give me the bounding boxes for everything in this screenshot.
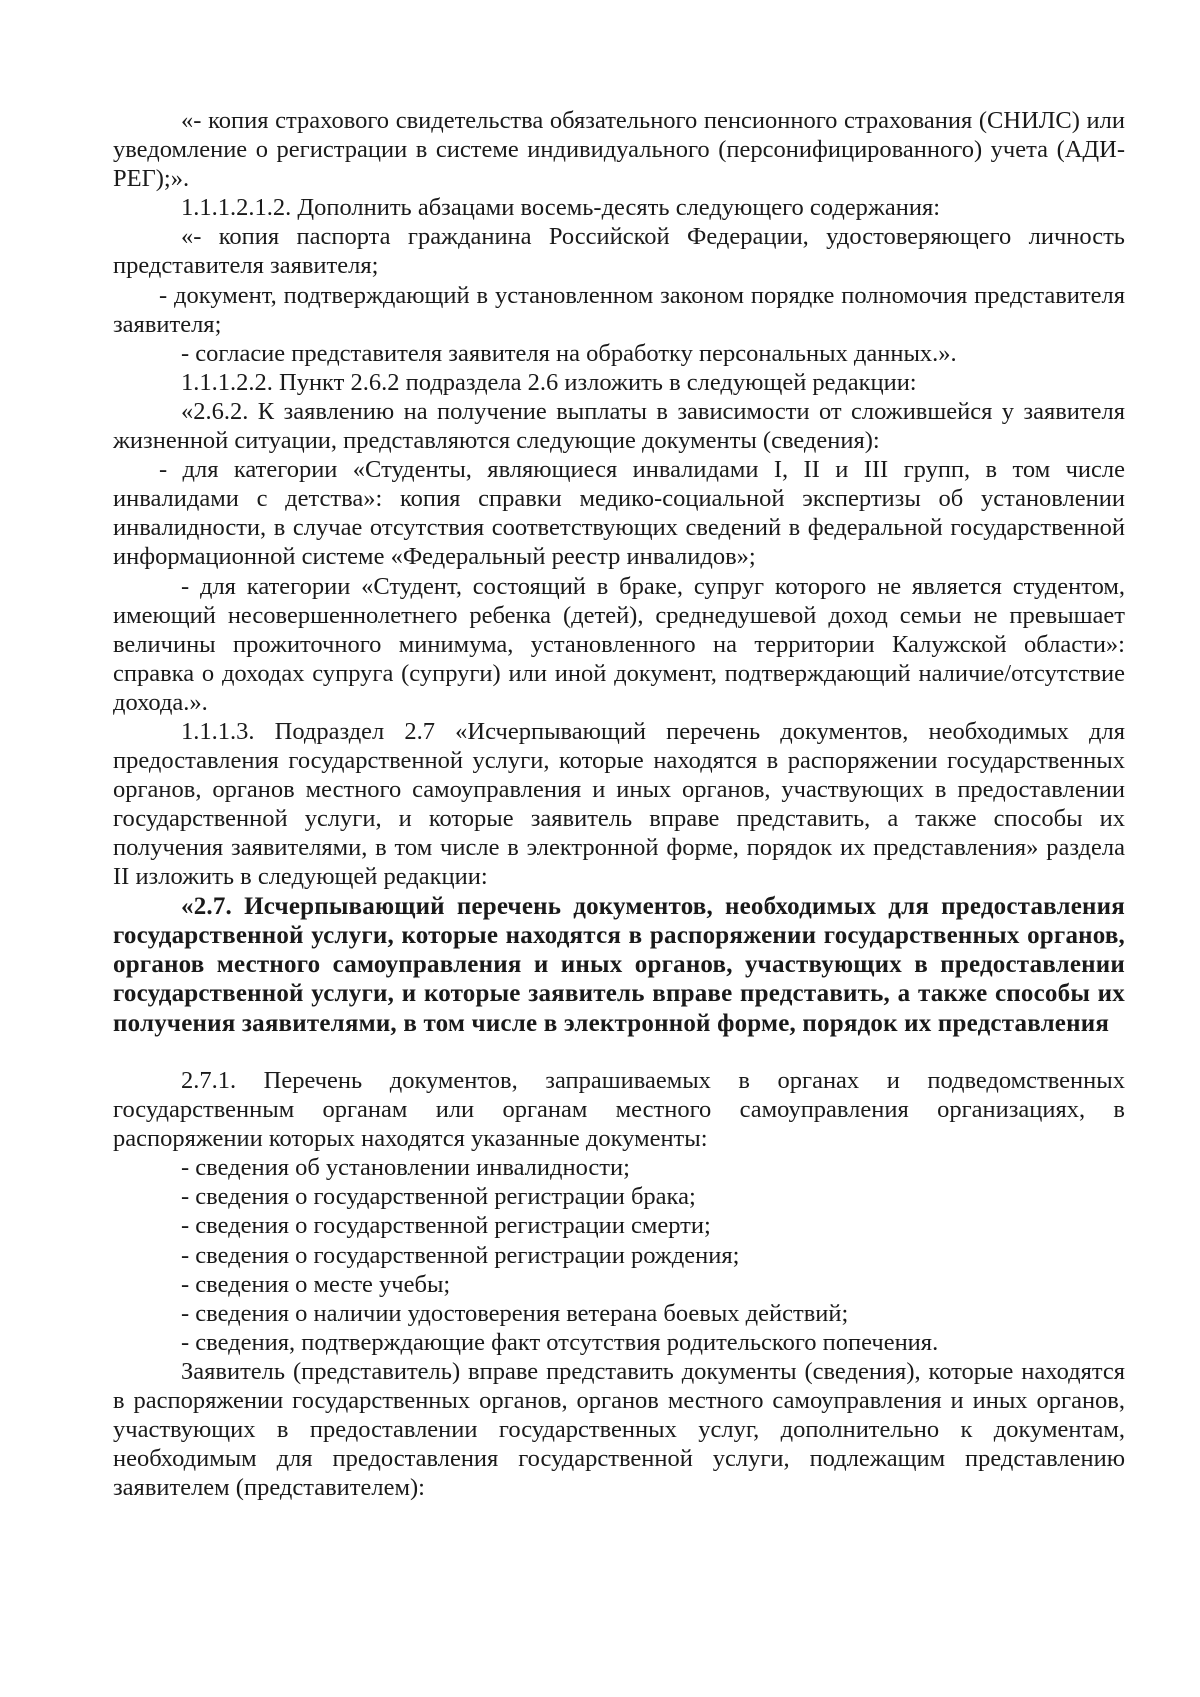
paragraph-category-disabled: - для категории «Студенты, являющиеся инвалидами I, II и III групп, в том числе инвалидами с детства»: копия справки медико-социальной экспертизы об установлении инвалидности, в случае отсутствия соответствующих сведений в федеральной государственной информационной системе «Федеральный реестр инвалидов»; — [113, 456, 1125, 571]
paragraph-category-married: - для категории «Студент, состоящий в браке, супруг которого не является студентом, имеющий несовершеннолетнего ребенка (детей), среднедушевой доход семьи не превышает величины прожиточного минимума, установленного на территории Калужской области»: справка о доходах супруга (супруги) или иной документ, подтверждающий наличие/отсутствие дохода.». — [113, 572, 1125, 716]
list-item: - сведения о государственной регистрации брака; — [181, 1183, 696, 1211]
paragraph-1-1-1-2-1-2: 1.1.1.2.1.2. Дополнить абзацами восемь-десять следующего содержания: — [181, 194, 941, 222]
document-page — [113, 106, 1125, 1502]
paragraph-1-1-1-3: 1.1.1.3. Подраздел 2.7 «Исчерпывающий перечень документов, необходимых для предоставления государственной услуги, которые находятся в распоряжении государственных органов, органов местного самоуправления и иных органов, участвующих в предоставлении государственной услуги, и которые заявитель вправе представить, а также способы их получения заявителями, в том числе в электронной форме, порядок их представления» раздела II изложить в следующей редакции: — [113, 717, 1125, 891]
paragraph-2-7-1: 2.7.1. Перечень документов, запрашиваемых в органах и подведомственных государственным органам или органам местного самоуправления организациях, в распоряжении которых находятся указанные документы: — [113, 1067, 1125, 1153]
list-item: - сведения об установлении инвалидности; — [181, 1154, 630, 1182]
list-item: - сведения, подтверждающие факт отсутствия родительского попечения. — [181, 1328, 939, 1356]
paragraph-snils: «- копия страхового свидетельства обязательного пенсионного страхования (СНИЛС) или уведомление о регистрации в системе индивидуального (персонифицированного) учета (АДИ-РЕГ);». — [113, 107, 1125, 193]
paragraph-consent: - согласие представителя заявителя на обработку персональных данных.». — [181, 339, 957, 367]
paragraph-passport-copy: «- копия паспорта гражданина Российской Федерации, удостоверяющего личность представителя заявителя; — [113, 223, 1125, 280]
list-item: - сведения о государственной регистрации смерти; — [181, 1212, 711, 1240]
list-item: - сведения о месте учебы; — [181, 1270, 451, 1298]
list-item: - сведения о государственной регистрации рождения; — [181, 1241, 740, 1269]
paragraph-authority-document: - документ, подтверждающий в установленном законом порядке полномочия представителя заявителя; — [113, 281, 1125, 338]
paragraph-applicant-right: Заявитель (представитель) вправе представить документы (сведения), которые находятся в распоряжении государственных органов, органов местного самоуправления и иных органов, участвующих в предоставлении государственных услуг, дополнительно к документам, необходимым для предоставления государственной услуги, подлежащим представлению заявителем (представителем): — [113, 1357, 1125, 1502]
list-item: - сведения о наличии удостоверения ветерана боевых действий; — [181, 1299, 849, 1327]
section-heading-2-7: «2.7. Исчерпывающий перечень документов, необходимых для предоставления государственной услуги, которые находятся в распоряжении государственных органов, органов местного самоуправления и иных органов, участвующих в предоставлении государственной услуги, и которые заявитель вправе представить, а также способы их получения заявителями, в том числе в электронной форме, порядок их представления — [113, 892, 1125, 1037]
paragraph-1-1-1-2-2: 1.1.1.2.2. Пункт 2.6.2 подраздела 2.6 изложить в следующей редакции: — [181, 368, 917, 396]
paragraph-2-6-2: «2.6.2. К заявлению на получение выплаты в зависимости от сложившейся у заявителя жизненной ситуации, представляются следующие документы (сведения): — [113, 397, 1125, 455]
